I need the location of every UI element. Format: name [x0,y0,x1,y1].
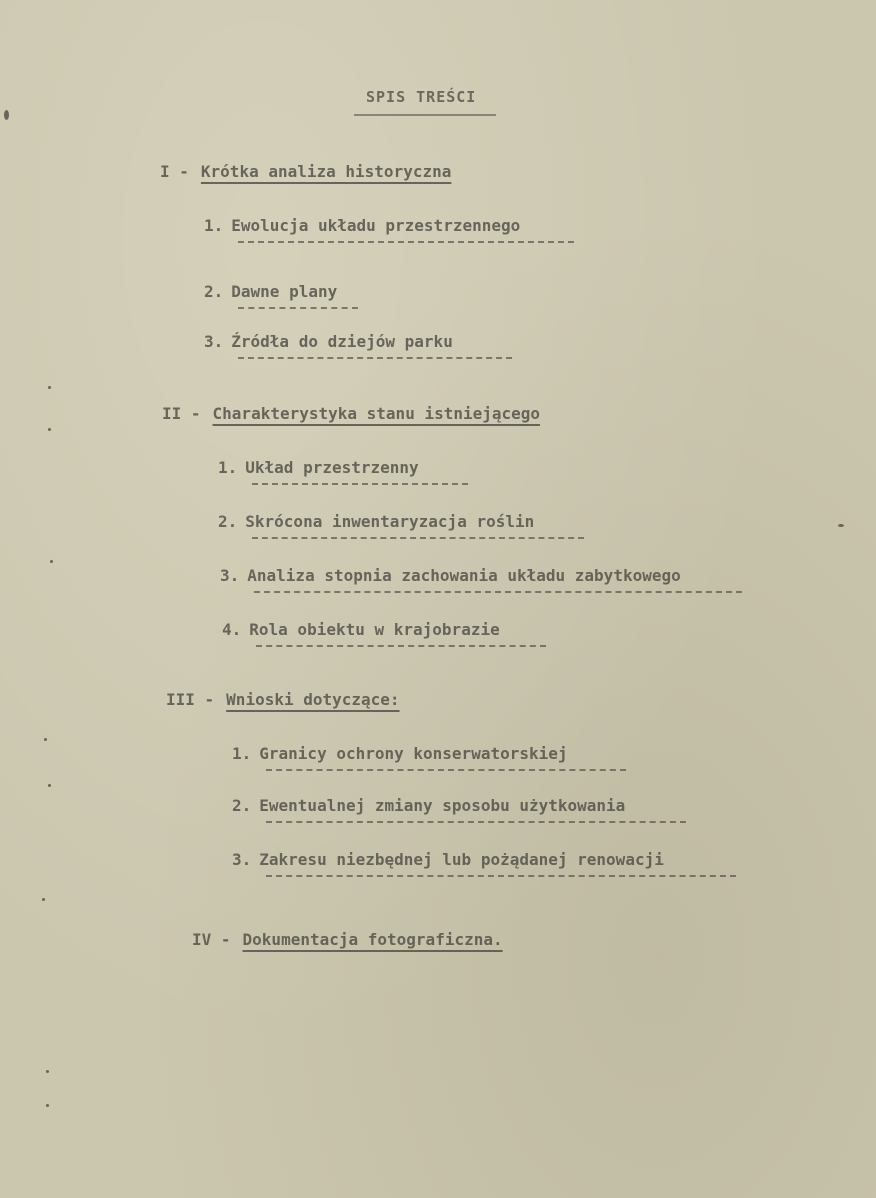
section-4-heading [192,930,503,949]
list-item [204,216,520,235]
list-item [204,282,337,301]
item-text: Ewentualnej zmiany sposobu użytkowania [259,796,626,815]
item-text: Dawne plany [231,282,338,301]
paper-speck [48,428,51,431]
list-item [204,332,453,351]
item-number: 2. [204,282,224,301]
dash-underline [252,483,468,485]
section-2-heading [162,404,540,423]
dash-underline [266,821,686,823]
list-item [232,850,664,869]
item-text: Układ przestrzenny [245,458,419,477]
paper-speck [46,1104,49,1107]
section-3-heading [166,690,400,709]
section-title: Charakterystyka stanu istniejącego [212,404,541,423]
section-number: I - [160,162,189,181]
item-text: Ewolucja układu przestrzennego [231,216,521,235]
item-number: 3. [220,566,240,585]
item-number: 1. [218,458,238,477]
dash-underline [238,241,574,243]
dash-underline [266,769,626,771]
dash-underline [238,357,512,359]
title-underline [354,114,496,116]
section-number: IV - [192,930,231,949]
item-text: Zakresu niezbędnej lub pożądanej renowacji [259,850,664,869]
paper-speck [838,524,844,527]
section-title: Dokumentacja fotograficzna. [242,930,503,949]
section-number: II - [162,404,201,423]
page-title: SPIS TREŚCI [366,88,477,106]
item-number: 1. [204,216,224,235]
list-item [218,512,534,531]
item-text: Analiza stopnia zachowania układu zabytkowego [247,566,681,585]
paper-speck [44,738,47,741]
dash-underline [266,875,736,877]
dash-underline [252,537,584,539]
paper-speck [42,898,45,901]
dash-underline [254,591,742,593]
item-number: 1. [232,744,252,763]
item-number: 4. [222,620,242,639]
section-1-heading [160,162,451,181]
item-number: 3. [204,332,224,351]
section-number: III - [166,690,215,709]
paper-speck [48,386,51,389]
paper-speck [46,1070,49,1073]
item-number: 2. [232,796,252,815]
list-item [222,620,500,639]
list-item [232,744,568,763]
list-item [218,458,419,477]
paper-speck [4,110,9,120]
dash-underline [256,645,546,647]
item-text: Źródła do dziejów parku [231,332,453,351]
section-title: Wnioski dotyczące: [226,690,400,709]
item-number: 2. [218,512,238,531]
item-number: 3. [232,850,252,869]
paper-speck [50,560,53,563]
dash-underline [238,307,358,309]
item-text: Skrócona inwentaryzacja roślin [245,512,535,531]
item-text: Granicy ochrony konserwatorskiej [259,744,568,763]
item-text: Rola obiektu w krajobrazie [249,620,500,639]
section-title: Krótka analiza historyczna [200,162,452,181]
list-item [232,796,625,815]
list-item [220,566,681,585]
paper-speck [48,784,51,787]
